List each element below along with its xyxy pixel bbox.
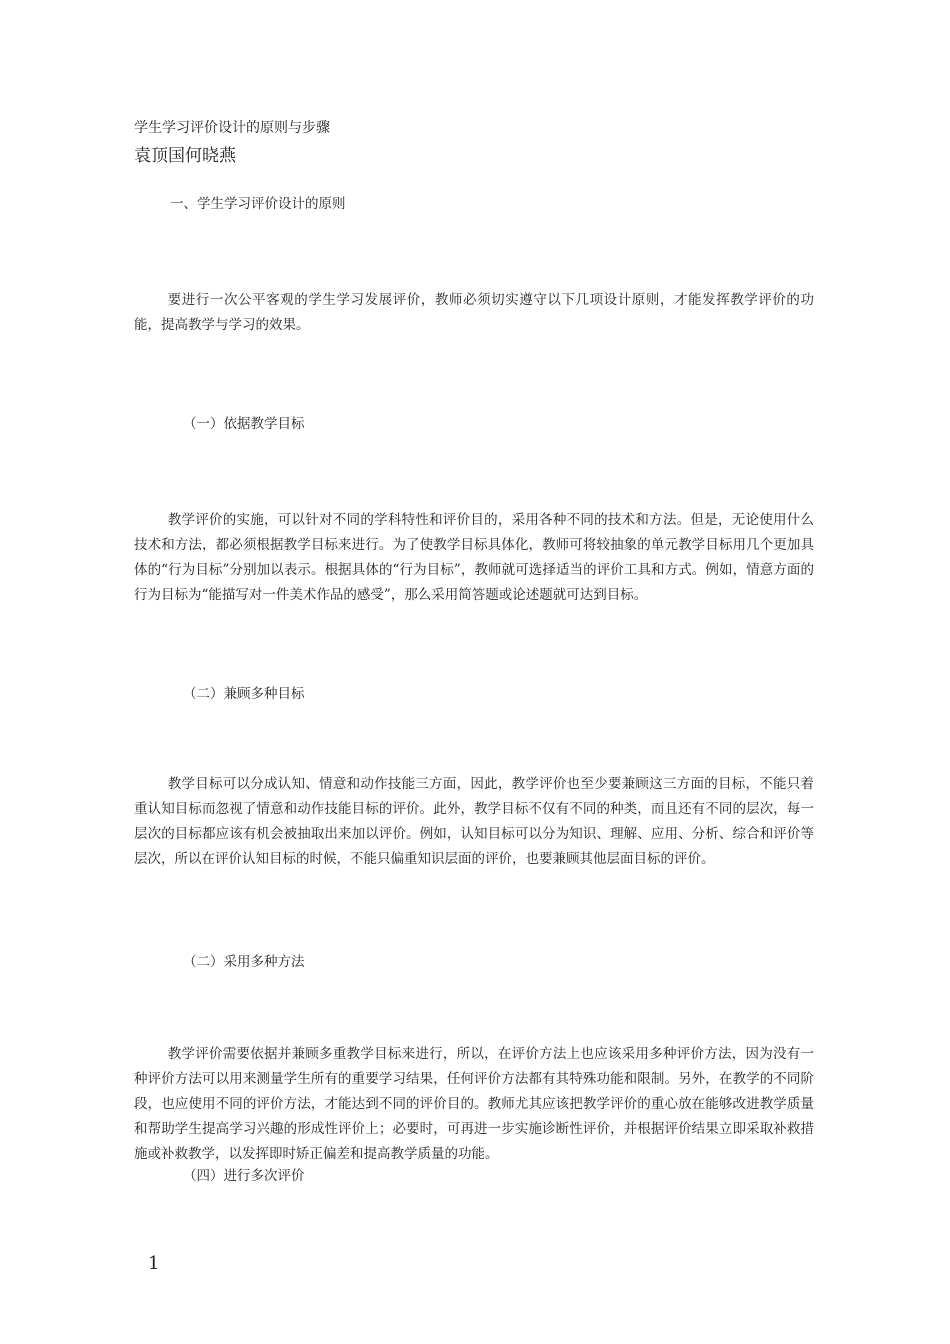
intro-paragraph: 要进行一次公平客观的学生学习发展评价，教师必须切实遵守以下几项设计原则，才能发挥教学评价的功能，提高教学与学习的效果。 [134, 292, 814, 333]
authors: 袁顶国何晓燕 [134, 146, 236, 166]
page-number: 1 [148, 1253, 160, 1274]
subsection-body-2: 教学目标可以分成认知、情意和动作技能三方面，因此，教学评价也至少要兼顾这三方面的目标，不能只着重认知目标而忽视了情意和动作技能目标的评价。此外，教学目标不仅有不同的种类，而且还有不同的层次，每一层次的目标都应该有机会被抽取出来加以评价。例如，认知目标可以分为知识、理解、应用、分析、综合和评价等层次，所以在评价认知目标的时候，不能只偏重知识层面的评价，也要兼顾其他层面目标的评价。 [134, 776, 814, 867]
section-heading: 一、学生学习评价设计的原则 [170, 196, 346, 212]
subsection-heading-2: （二）兼顾多种目标 [183, 686, 305, 702]
subsection-heading-3: （二）采用多种方法 [183, 954, 305, 970]
subsection-heading-1: （一）依据教学目标 [183, 416, 305, 432]
document-title: 学生学习评价设计的原则与步骤 [134, 120, 330, 136]
subsection-body-3: 教学评价需要依据并兼顾多重教学目标来进行，所以，在评价方法上也应该采用多种评价方法，因为没有一种评价方法可以用来测量学生所有的重要学习结果，任何评价方法都有其特殊功能和限制。另外，在教学的不同阶段，也应使用不同的评价方法，才能达到不同的评价目的。教师尤其应该把教学评价的重心放在能够改进教学质量和帮助学生提高学习兴趣的形成性评价上；必要时，可再进一步实施诊断性评价，并根据评价结果立即采取补救措施或补救教学，以发挥即时矫正偏差和提高教学质量的功能。 [134, 1046, 814, 1162]
subsection-heading-4: （四）进行多次评价 [183, 1168, 305, 1184]
subsection-body-1: 教学评价的实施，可以针对不同的学科特性和评价目的，采用各种不同的技术和方法。但是，无论使用什么技术和方法，都必须根据教学目标来进行。为了使教学目标具体化，教师可将较抽象的单元教学目标用几个更加具体的“行为目标”分别加以表示。根据具体的“行为目标”，教师就可选择适当的评价工具和方式。例如，情意方面的行为目标为“能描写对一件美术作品的感受”，那么采用简答题或论述题就可达到目标。 [134, 512, 814, 603]
